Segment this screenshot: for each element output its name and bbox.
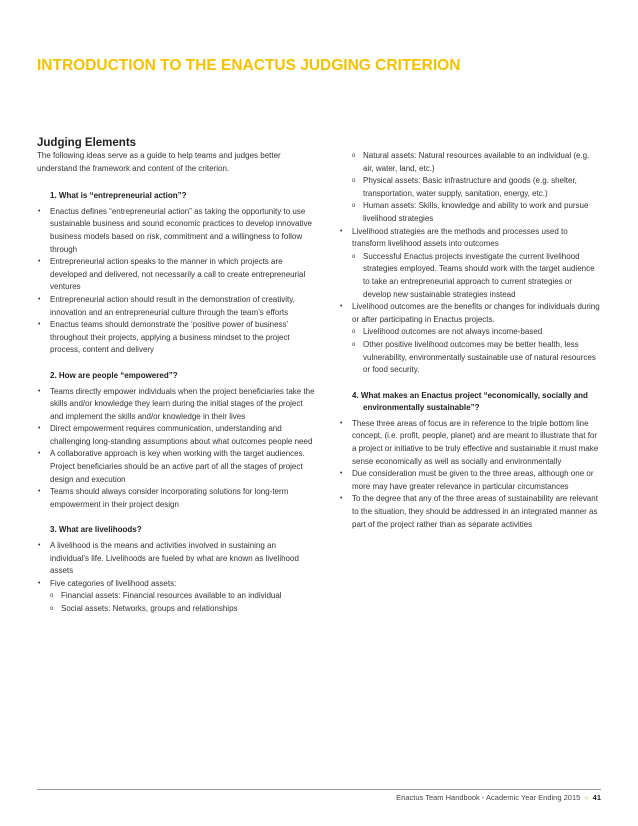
q4-bullet: • To the degree that any of the three areas of sustainability are relevant to the situation, they should be addressed in an integrated manner as part of the project rather than as separate activities <box>339 493 602 531</box>
q1-bullet: • Enactus defines “entrepreneurial action” as taking the opportunity to use sustainable business and sound economic practices to develop innovative business models based on risk, commitment and a willingness to follow through <box>37 206 315 256</box>
question-1-heading: 1. What is “entrepreneurial action”? <box>50 191 187 201</box>
page-title: INTRODUCTION TO THE ENACTUS JUDGING CRITERION <box>37 57 461 74</box>
q2-bullet: • Teams should always consider incorporating solutions for long-term empowerment in their project design <box>37 486 315 511</box>
page-number: 41 <box>592 793 601 802</box>
q4-bullet: • Due consideration must be given to the three areas, although one or more may have greater relevance in particular circumstances <box>339 468 602 493</box>
footer-separator: » <box>584 793 589 802</box>
asset-sub-item: o Physical assets: Basic infrastructure and goods (e.g. shelter, transportation, water supply, sanitation, energy, etc.) <box>339 175 602 200</box>
left-column <box>37 150 315 616</box>
question-2-heading: 2. How are people “empowered”? <box>50 370 178 380</box>
right-column <box>339 150 602 531</box>
q3-bullet: • Livelihood outcomes are the benefits or changes for individuals during or after participating in Enactus projects. <box>339 301 602 326</box>
intro-paragraph: The following ideas serve as a guide to help teams and judges better understand the framework and content of the criterion. <box>37 151 281 173</box>
q2-bullet: • A collaborative approach is key when working with the target audiences. Project beneficiaries should be an active part of all the stages of project design and execution <box>37 448 315 486</box>
footer-text: Enactus Team Handbook - Academic Year Ending 2015 <box>396 793 581 802</box>
q1-bullet: • Entrepreneurial action speaks to the manner in which projects are developed and delivered, not necessarily a call to create entrepreneurial ventures <box>37 256 315 294</box>
outcome-sub-item: o Livelihood outcomes are not always income-based <box>339 326 602 339</box>
question-3-heading: 3. What are livelihoods? <box>50 525 142 535</box>
q1-bullet: • Enactus teams should demonstrate the ‘positive power of business’ throughout their projects, applying a business mindset to the project process, content and delivery <box>37 319 315 357</box>
strategy-sub-item: o Successful Enactus projects investigate the current livelihood strategies employed. Teams should work with the target audience to take an entrepreneurial approach to current strategies or develop new sustainable strategies instead <box>339 251 602 301</box>
q3-bullet: • A livelihood is the means and activities involved in sustaining an individual’s life. Livelihoods are fueled by what are known as livelihood assets <box>37 540 315 578</box>
asset-sub-item: o Human assets: Skills, knowledge and ability to work and pursue livelihood strategies <box>339 200 602 225</box>
q2-bullet: • Direct empowerment requires communication, understanding and challenging long-standing assumptions about what outcomes people need <box>37 423 315 448</box>
footer-divider <box>37 789 601 790</box>
asset-sub-item: o Financial assets: Financial resources available to an individual <box>37 590 315 603</box>
q3-bullet: • Livelihood strategies are the methods and processes used to transform livelihood assets into outcomes <box>339 226 602 251</box>
q3-bullet: • Five categories of livelihood assets: <box>37 578 315 591</box>
q4-bullet: • These three areas of focus are in reference to the triple bottom line concept, (i.e. profit, people, planet) and are meant to illustrate that for a project or initiative to be truly effective and sustainable it must make sense economically as well as socially and environmentally <box>339 418 602 468</box>
q2-bullet: • Teams directly empower individuals when the project beneficiaries take the skills and/or knowledge they learn during the initial stages of the project and implement the skills and/or knowledge in their lives <box>37 386 315 424</box>
asset-sub-item: o Social assets: Networks, groups and relationships <box>37 603 315 616</box>
q1-bullet: • Entrepreneurial action should result in the demonstration of creativity, innovation and an entrepreneurial culture through the team’s efforts <box>37 294 315 319</box>
asset-sub-item: o Natural assets: Natural resources available to an individual (e.g. air, water, land, etc.) <box>339 150 602 175</box>
outcome-sub-item: o Other positive livelihood outcomes may be better health, less vulnerability, environmentally sustainable use of natural resources or food security. <box>339 339 602 377</box>
section-heading: Judging Elements <box>37 137 137 149</box>
question-4-heading: 4. What makes an Enactus project “economically, socially and environmentally sustainable”? <box>352 390 588 413</box>
footer <box>396 793 601 802</box>
